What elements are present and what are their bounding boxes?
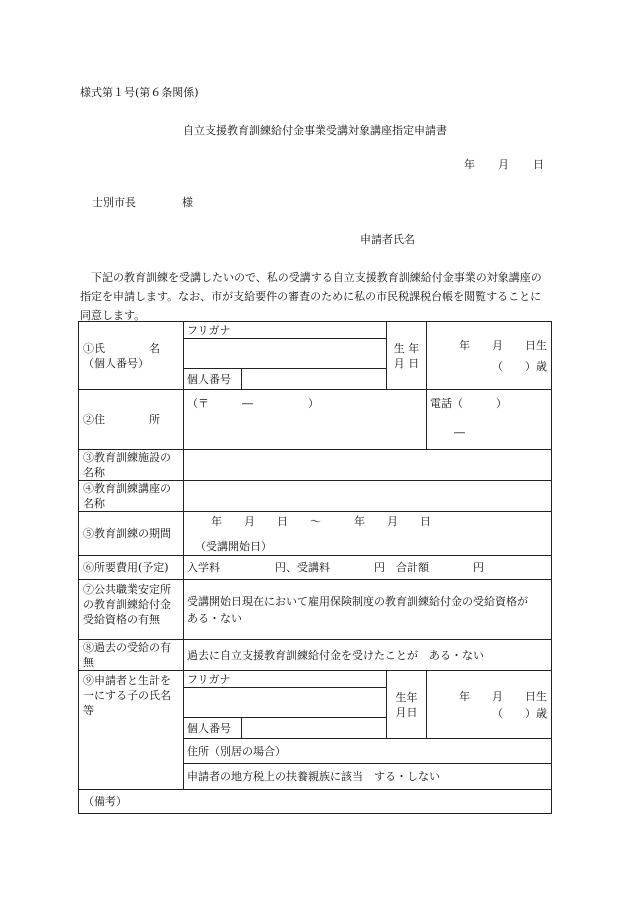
child-birth-value-cell <box>427 671 552 739</box>
facility-label: ③教育訓練施設の名称 <box>79 450 184 481</box>
name-personal-number-label-cell <box>184 369 242 390</box>
past-benefit-label: ⑧過去の受給の有無 <box>79 640 184 671</box>
child-birth-label-cell: 生年 月日 <box>387 671 427 739</box>
postal-code: （〒 ― ） <box>187 397 319 410</box>
phone-cell[interactable] <box>427 390 552 450</box>
date-month: 月 <box>498 158 509 171</box>
applicant-name-label: 申請者氏名 <box>360 233 415 246</box>
child-birth-value: 年 月 日生 <box>459 689 548 703</box>
child-personal-number-label: 個人番号 <box>187 721 231 735</box>
personal-number-label: （個人番号） <box>83 356 149 370</box>
child-label: ⑨申請者と生計を一にする子の氏名等 <box>79 671 184 790</box>
name-input[interactable] <box>184 339 387 369</box>
addressee <box>92 194 193 210</box>
remarks[interactable]: （備考） <box>79 790 552 814</box>
address-label: ②住 所 <box>79 390 184 450</box>
date-line <box>464 156 544 172</box>
date-day: 日 <box>533 158 544 171</box>
child-furigana-label: フリガナ <box>187 672 231 686</box>
cost-value[interactable]: 入学料 円、受講料 円 合計額 円 <box>184 556 552 580</box>
name-birth-label-cell: 生 年 月 日 <box>387 322 427 390</box>
name-birth-value-cell <box>427 322 552 390</box>
name-birth-value: 年 月 日生 <box>459 338 548 352</box>
name-label-cell <box>79 322 184 390</box>
name-personal-number-input[interactable] <box>242 369 387 390</box>
form-number: 様式第１号(第６条関係) <box>80 86 199 99</box>
name-personal-number-label: 個人番号 <box>187 372 231 386</box>
intro-paragraph: 下記の教育訓練を受講したいので、私の受講する自立支援教育訓練給付金事業の対象講座の指定を申請します。なお、市が支給要件の審査のために私の市民税課税台帳を閲覧することに同意します。 <box>80 271 542 322</box>
course-label: ④教育訓練講座の名称 <box>79 481 184 512</box>
period-label: ⑤教育訓練の期間 <box>79 512 184 556</box>
cost-label: ⑥所要費用(予定) <box>79 556 184 580</box>
phone-label: 電話（ ） <box>430 397 508 410</box>
eligibility-value[interactable]: 受講開始日現在において雇用保険制度の教育訓練給付金の受給資格が ある・ない <box>184 580 552 640</box>
child-name-input[interactable] <box>184 688 387 718</box>
period-value: 年 月 日 ～ 年 月 日 <box>211 514 431 528</box>
course-input[interactable] <box>184 481 552 512</box>
facility-input[interactable] <box>184 450 552 481</box>
past-benefit-value[interactable]: 過去に自立支援教育訓練給付金を受けたことが ある・ない <box>184 640 552 671</box>
eligibility-label: ⑦公共職業安定所の教育訓練給付金受給資格の有無 <box>79 580 184 640</box>
addressee-honorific: 様 <box>182 196 193 209</box>
period-cell[interactable] <box>184 512 552 556</box>
child-personal-number-input[interactable] <box>242 718 387 739</box>
child-age: （ ）歳 <box>492 706 548 720</box>
child-address[interactable]: 住所（別居の場合） <box>184 739 552 764</box>
child-dependent[interactable]: 申請者の地方税上の扶養親族に該当 する・しない <box>184 764 552 790</box>
address-input[interactable] <box>184 390 427 450</box>
name-age: （ ）歳 <box>492 359 548 373</box>
name-furigana-label: フリガナ <box>187 323 231 337</box>
child-personal-number-label-cell <box>184 718 242 739</box>
application-form-table <box>78 321 552 814</box>
document-title: 自立支援教育訓練給付金事業受講対象講座指定申請書 <box>183 124 447 137</box>
name-furigana-cell <box>184 322 387 339</box>
name-label: ①氏 名 <box>83 341 160 355</box>
phone-dash: ― <box>454 426 466 439</box>
child-furigana-cell <box>184 671 387 688</box>
period-note: （受講開始日） <box>195 539 272 553</box>
addressee-name: 士別市長 <box>92 196 136 209</box>
date-year: 年 <box>464 158 475 171</box>
